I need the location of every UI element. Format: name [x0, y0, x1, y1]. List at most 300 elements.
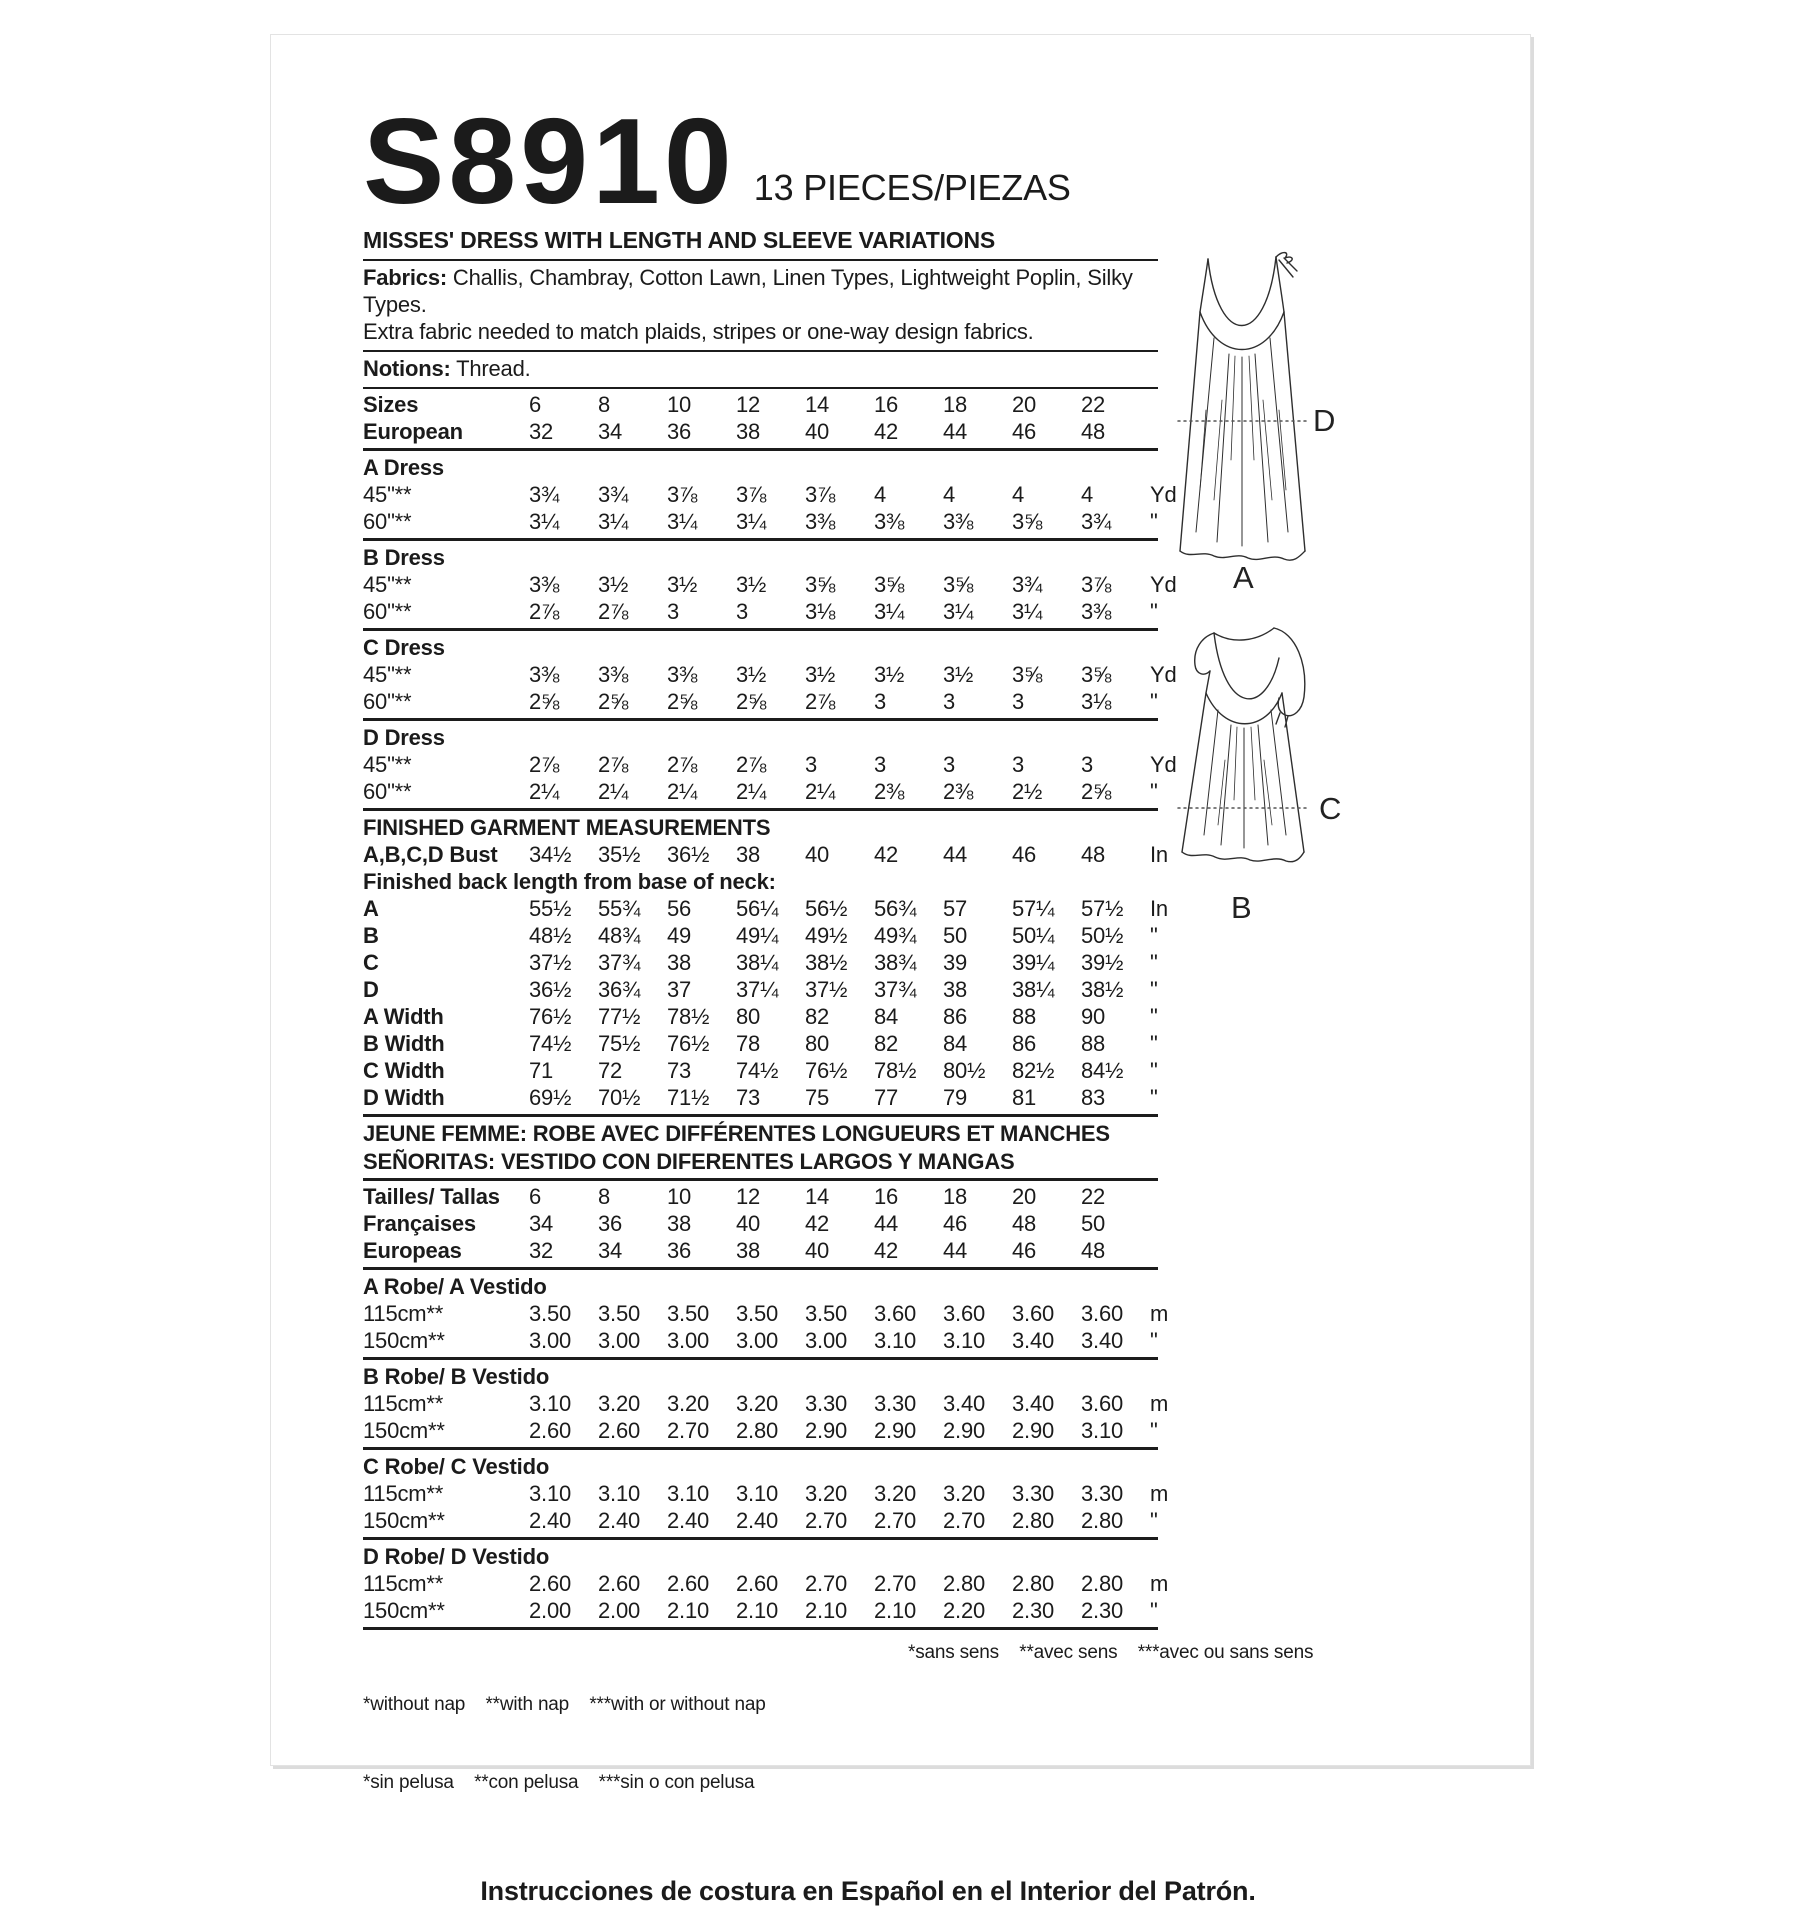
row-value: 3.50: [667, 1301, 710, 1326]
row-value: 2.20: [943, 1598, 986, 1623]
row-unit: ": [1150, 1004, 1158, 1029]
row-value: 3⅝: [943, 572, 974, 597]
table-row: [363, 1300, 1169, 1327]
row-value: 3.10: [943, 1328, 986, 1353]
row-unit: ": [1150, 1031, 1158, 1056]
row-value: 75½: [598, 1031, 641, 1056]
row-value: 2.70: [874, 1571, 917, 1596]
row-value: 4: [1081, 482, 1094, 507]
row-value: 3¾: [1081, 509, 1112, 534]
row-value: 3¼: [529, 509, 560, 534]
row-value: 3½: [805, 662, 836, 687]
row-label: C: [363, 950, 379, 975]
table-section: [363, 1540, 1169, 1630]
row-value: 34½: [529, 842, 572, 867]
row-unit: m: [1150, 1481, 1169, 1506]
table-row: [363, 688, 1158, 715]
row-value: 70½: [598, 1085, 641, 1110]
row-value: 3⅞: [1081, 572, 1112, 597]
row-value: 39¼: [1012, 950, 1055, 975]
row-value: 4: [1012, 482, 1025, 507]
table-section: [363, 541, 1177, 631]
table-section: [363, 811, 1168, 1117]
row-value: 2.60: [598, 1571, 641, 1596]
row-unit: Yd: [1150, 662, 1177, 687]
row-value: 3.50: [805, 1301, 848, 1326]
row-value: 2.90: [943, 1418, 986, 1443]
row-label: 150cm**: [363, 1328, 445, 1353]
row-value: 3.10: [736, 1481, 779, 1506]
dress-a-illustration: [1176, 250, 1311, 585]
table-section: [363, 451, 1177, 541]
dress-b-illustration: [1176, 620, 1311, 880]
row-value: 56¾: [874, 896, 917, 921]
row-value: 3: [874, 752, 887, 777]
row-value: 3.40: [1081, 1328, 1124, 1353]
row-value: 79: [943, 1085, 968, 1110]
row-value: 46: [1012, 842, 1037, 867]
pattern-envelope-back: [270, 34, 1531, 1906]
row-value: 2.10: [805, 1598, 848, 1623]
row-value: 35½: [598, 842, 641, 867]
yardage-chart: [363, 35, 1314, 1907]
row-value: 3⅜: [667, 662, 698, 687]
row-value: 8: [598, 392, 611, 417]
row-value: 2¼: [667, 779, 698, 804]
row-value: 20: [1012, 1184, 1037, 1209]
section-heading: SEÑORITAS: VESTIDO CON DIFERENTES LARGOS Y MANGAS: [363, 1149, 1015, 1174]
row-value: 38½: [1081, 977, 1124, 1002]
row-value: 32: [529, 1238, 554, 1263]
table-row: [363, 895, 1168, 922]
row-value: 2⅝: [529, 689, 560, 714]
row-value: 2.80: [1081, 1508, 1124, 1533]
row-value: 3.40: [1012, 1328, 1055, 1353]
row-value: 3.20: [598, 1391, 641, 1416]
row-value: 3⅝: [1012, 509, 1043, 534]
row-value: 82½: [1012, 1058, 1055, 1083]
row-value: 2.70: [667, 1418, 710, 1443]
row-value: 3⅝: [1081, 662, 1112, 687]
table-row: [363, 661, 1177, 688]
table-row: [363, 1030, 1158, 1057]
row-value: 42: [805, 1211, 830, 1236]
table-row: [363, 481, 1177, 508]
row-value: 3.20: [874, 1481, 917, 1506]
row-value: 2.90: [874, 1418, 917, 1443]
row-value: 2.90: [805, 1418, 848, 1443]
row-value: 3⅜: [529, 662, 560, 687]
row-value: 3¼: [874, 599, 905, 624]
row-value: 2.80: [1081, 1571, 1124, 1596]
row-value: 3.60: [1012, 1301, 1055, 1326]
table-row: [363, 976, 1158, 1003]
row-value: 2⅞: [529, 599, 560, 624]
row-value: 44: [874, 1211, 899, 1236]
row-value: 71½: [667, 1085, 710, 1110]
footnotes: [363, 1640, 1373, 1848]
row-value: 32: [529, 419, 554, 444]
row-value: 3.00: [667, 1328, 710, 1353]
row-value: 40: [805, 419, 830, 444]
row-value: 40: [805, 1238, 830, 1263]
row-value: 3⅛: [1081, 689, 1112, 714]
row-unit: ": [1150, 1328, 1158, 1353]
row-value: 2.70: [943, 1508, 986, 1533]
row-value: 81: [1012, 1085, 1037, 1110]
row-value: 84½: [1081, 1058, 1124, 1083]
row-value: 38¾: [874, 950, 917, 975]
row-value: 2.10: [736, 1598, 779, 1623]
footnote-fr: *sans sens **avec sens ***avec ou sans sens: [908, 1642, 1314, 1663]
row-label: D Width: [363, 1085, 445, 1110]
row-value: 2.60: [529, 1571, 572, 1596]
row-unit: In: [1150, 842, 1168, 867]
row-value: 36¾: [598, 977, 641, 1002]
row-value: 3: [874, 689, 887, 714]
row-label: A Width: [363, 1004, 444, 1029]
row-value: 3⅞: [667, 482, 698, 507]
row-value: 3: [1012, 752, 1025, 777]
table-section: [363, 1270, 1169, 1360]
row-value: 3.30: [874, 1391, 917, 1416]
table-row: [363, 1570, 1169, 1597]
row-unit: Yd: [1150, 482, 1177, 507]
row-label: 60"**: [363, 509, 412, 534]
row-value: 57½: [1081, 896, 1124, 921]
row-value: 2¼: [736, 779, 767, 804]
row-value: 8: [598, 1184, 611, 1209]
row-value: 72: [598, 1058, 623, 1083]
row-label: Françaises: [363, 1211, 476, 1236]
row-value: 2.40: [736, 1508, 779, 1533]
view-b-label: B: [1231, 890, 1252, 925]
row-value: 80: [736, 1004, 761, 1029]
row-value: 22: [1081, 1184, 1106, 1209]
section-heading: JEUNE FEMME: ROBE AVEC DIFFÉRENTES LONGUEURS ET MANCHES: [363, 1121, 1110, 1146]
row-label: Europeas: [363, 1238, 462, 1263]
row-value: 76½: [529, 1004, 572, 1029]
row-value: 3.10: [874, 1328, 917, 1353]
row-value: 3.10: [529, 1481, 572, 1506]
pattern-number: S8910: [363, 93, 736, 230]
row-label: 115cm**: [363, 1301, 444, 1326]
row-value: 50½: [1081, 923, 1124, 948]
table-row: [363, 1480, 1169, 1507]
row-value: 56: [667, 896, 692, 921]
row-value: 40: [805, 842, 830, 867]
row-value: 3.30: [1012, 1481, 1055, 1506]
row-value: 2⅜: [874, 779, 905, 804]
row-unit: ": [1150, 689, 1158, 714]
pieces-count: 13 PIECES/PIEZAS: [753, 167, 1071, 208]
row-value: 14: [805, 1184, 830, 1209]
table-row: [363, 1507, 1158, 1534]
row-unit: In: [1150, 896, 1168, 921]
row-value: 3.20: [736, 1391, 779, 1416]
fabrics-note: [363, 261, 1158, 352]
row-value: 18: [943, 392, 968, 417]
row-value: 82: [805, 1004, 830, 1029]
row-value: 49¼: [736, 923, 779, 948]
table-section: [363, 1181, 1158, 1270]
row-value: 2.70: [805, 1571, 848, 1596]
row-label: 150cm**: [363, 1508, 445, 1533]
row-value: 2.40: [598, 1508, 641, 1533]
row-label: A,B,C,D Bust: [363, 842, 498, 867]
row-value: 71: [529, 1058, 554, 1083]
row-value: 3.00: [598, 1328, 641, 1353]
row-value: 49¾: [874, 923, 917, 948]
row-value: 2⅞: [598, 599, 629, 624]
row-value: 3.00: [529, 1328, 572, 1353]
row-label: 45"**: [363, 572, 412, 597]
row-value: 36: [667, 1238, 692, 1263]
notions-note: [363, 352, 1158, 389]
row-unit: m: [1150, 1571, 1169, 1596]
row-unit: [1150, 1237, 1202, 1264]
section-heading: B Dress: [363, 545, 445, 570]
row-value: 2⅞: [667, 752, 698, 777]
row-value: 75: [805, 1085, 830, 1110]
row-value: 2.10: [874, 1598, 917, 1623]
row-value: 14: [805, 392, 830, 417]
row-value: 50¼: [1012, 923, 1055, 948]
section-heading: D Dress: [363, 725, 445, 750]
row-value: 86: [1012, 1031, 1037, 1056]
row-value: 88: [1081, 1031, 1106, 1056]
row-value: 3¾: [529, 482, 560, 507]
table-section: [363, 1117, 1158, 1181]
row-value: 3½: [736, 572, 767, 597]
table-subheading: Finished back length from base of neck:: [363, 869, 776, 894]
row-value: 2.80: [1012, 1571, 1055, 1596]
row-label: 45"**: [363, 482, 412, 507]
row-unit: m: [1150, 1301, 1169, 1326]
row-label: 115cm**: [363, 1571, 444, 1596]
row-value: 3.60: [1081, 1301, 1124, 1326]
row-label: 60"**: [363, 779, 412, 804]
row-value: 2¼: [598, 779, 629, 804]
row-value: 3⅝: [1012, 662, 1043, 687]
row-value: 49½: [805, 923, 848, 948]
row-label: 150cm**: [363, 1598, 445, 1623]
row-value: 3⅞: [805, 482, 836, 507]
section-heading: D Robe/ D Vestido: [363, 1544, 550, 1569]
row-value: 3⅞: [736, 482, 767, 507]
row-value: 3: [1081, 752, 1094, 777]
row-value: 3.50: [736, 1301, 779, 1326]
row-value: 3½: [598, 572, 629, 597]
row-value: 34: [598, 419, 623, 444]
fabrics-label: Fabrics:: [363, 265, 447, 290]
row-value: 3.10: [1081, 1418, 1124, 1443]
row-unit: ": [1150, 599, 1158, 624]
row-value: 55¾: [598, 896, 641, 921]
row-value: 3.30: [805, 1391, 848, 1416]
row-value: 3: [943, 752, 956, 777]
row-value: 2.60: [736, 1571, 779, 1596]
row-value: 86: [943, 1004, 968, 1029]
row-unit: ": [1150, 1508, 1158, 1533]
row-value: 34: [598, 1238, 623, 1263]
table-row: [363, 778, 1158, 805]
row-label: 45"**: [363, 752, 412, 777]
row-label: A: [363, 896, 379, 921]
row-value: 38½: [805, 950, 848, 975]
row-value: 2.10: [667, 1598, 710, 1623]
row-value: 76½: [667, 1031, 710, 1056]
row-value: 2⅞: [736, 752, 767, 777]
row-value: 74½: [736, 1058, 779, 1083]
row-value: 44: [943, 842, 968, 867]
row-value: 2.60: [529, 1418, 572, 1443]
row-value: 6: [529, 392, 542, 417]
row-value: 38¼: [736, 950, 779, 975]
footnote-english-spanish: [363, 1640, 908, 1848]
table-section: [363, 1360, 1169, 1450]
row-value: 2.90: [1012, 1418, 1055, 1443]
row-value: 36: [667, 419, 692, 444]
row-value: 3¾: [598, 482, 629, 507]
row-value: 42: [874, 842, 899, 867]
row-value: 2⅝: [736, 689, 767, 714]
table-row: [363, 751, 1177, 778]
row-value: 3: [1012, 689, 1025, 714]
row-value: 3¼: [1012, 599, 1043, 624]
row-value: 48¾: [598, 923, 641, 948]
row-value: 37¾: [598, 950, 641, 975]
row-value: 2½: [1012, 779, 1043, 804]
row-value: 3.10: [667, 1481, 710, 1506]
row-value: 3.00: [736, 1328, 779, 1353]
row-label: B: [363, 923, 379, 948]
row-value: 3⅜: [529, 572, 560, 597]
row-value: 18: [943, 1184, 968, 1209]
notions-text: Thread.: [450, 356, 531, 381]
row-label: 60"**: [363, 689, 412, 714]
row-unit: ": [1150, 1598, 1158, 1623]
row-value: 56¼: [736, 896, 779, 921]
table-section: [363, 1450, 1169, 1540]
row-value: 3.50: [598, 1301, 641, 1326]
table-row: [363, 1390, 1169, 1417]
row-value: 3: [805, 752, 818, 777]
row-value: 34: [529, 1211, 554, 1236]
row-value: 74½: [529, 1031, 572, 1056]
row-value: 4: [874, 482, 887, 507]
row-value: 10: [667, 392, 692, 417]
row-value: 48: [1081, 1238, 1106, 1263]
row-unit: ": [1150, 509, 1158, 534]
row-value: 12: [736, 1184, 761, 1209]
row-value: 2.60: [598, 1418, 641, 1443]
garment-description: MISSES' DRESS WITH LENGTH AND SLEEVE VARIATIONS: [363, 227, 1158, 261]
row-value: 6: [529, 1184, 542, 1209]
row-value: 3.10: [529, 1391, 572, 1416]
row-value: 2⅝: [1081, 779, 1112, 804]
row-value: 4: [943, 482, 956, 507]
row-value: 77: [874, 1085, 899, 1110]
row-value: 50: [1081, 1211, 1106, 1236]
table-row: [363, 949, 1158, 976]
row-value: 10: [667, 1184, 692, 1209]
row-value: 39: [943, 950, 968, 975]
table-row: [363, 922, 1158, 949]
table-row: [363, 1417, 1158, 1444]
row-value: 90: [1081, 1004, 1106, 1029]
row-unit: ": [1150, 977, 1158, 1002]
row-value: 76½: [805, 1058, 848, 1083]
row-unit: Yd: [1150, 572, 1177, 597]
row-value: 78½: [874, 1058, 917, 1083]
row-value: 49: [667, 923, 692, 948]
table-row: [363, 508, 1158, 535]
row-unit: ": [1150, 950, 1158, 975]
row-value: 3⅜: [598, 662, 629, 687]
size-yardage-table: [363, 389, 1177, 1630]
row-value: 82: [874, 1031, 899, 1056]
row-value: 2.70: [805, 1508, 848, 1533]
row-value: 2.00: [529, 1598, 572, 1623]
row-value: 3½: [874, 662, 905, 687]
row-value: 84: [943, 1031, 968, 1056]
row-unit: ": [1150, 1418, 1158, 1443]
row-value: 73: [667, 1058, 692, 1083]
row-value: 16: [874, 1184, 899, 1209]
table-row: [363, 1084, 1158, 1111]
row-value: 2⅜: [943, 779, 974, 804]
section-heading: B Robe/ B Vestido: [363, 1364, 550, 1389]
row-value: 84: [874, 1004, 899, 1029]
row-value: 50: [943, 923, 968, 948]
footnote-en: *without nap **with nap ***with or without nap: [363, 1694, 766, 1715]
view-d-label: D: [1313, 403, 1336, 438]
row-value: 44: [943, 1238, 968, 1263]
row-value: 73: [736, 1085, 761, 1110]
title-row: [363, 93, 1158, 230]
row-value: 56½: [805, 896, 848, 921]
row-value: 46: [943, 1211, 968, 1236]
row-value: 3.60: [943, 1301, 986, 1326]
row-value: 83: [1081, 1085, 1106, 1110]
row-value: 78: [736, 1031, 761, 1056]
row-value: 3⅜: [874, 509, 905, 534]
row-value: 38: [667, 950, 692, 975]
row-value: 2.40: [529, 1508, 572, 1533]
row-value: 2⅞: [598, 752, 629, 777]
row-value: 37¼: [736, 977, 779, 1002]
row-label: B Width: [363, 1031, 445, 1056]
row-value: 38: [667, 1211, 692, 1236]
row-value: 46: [1012, 1238, 1037, 1263]
row-value: 55½: [529, 896, 572, 921]
row-label: 115cm**: [363, 1481, 444, 1506]
row-value: 3½: [667, 572, 698, 597]
row-unit: [1150, 1210, 1202, 1237]
row-value: 37½: [529, 950, 572, 975]
row-unit: ": [1150, 1085, 1158, 1110]
row-value: 37½: [805, 977, 848, 1002]
row-value: 2⅞: [529, 752, 560, 777]
row-value: 3.40: [943, 1391, 986, 1416]
row-value: 3¼: [736, 509, 767, 534]
row-value: 2⅞: [805, 689, 836, 714]
row-label: 45"**: [363, 662, 412, 687]
row-value: 3.20: [943, 1481, 986, 1506]
section-heading: A Dress: [363, 455, 444, 480]
row-value: 3.20: [667, 1391, 710, 1416]
